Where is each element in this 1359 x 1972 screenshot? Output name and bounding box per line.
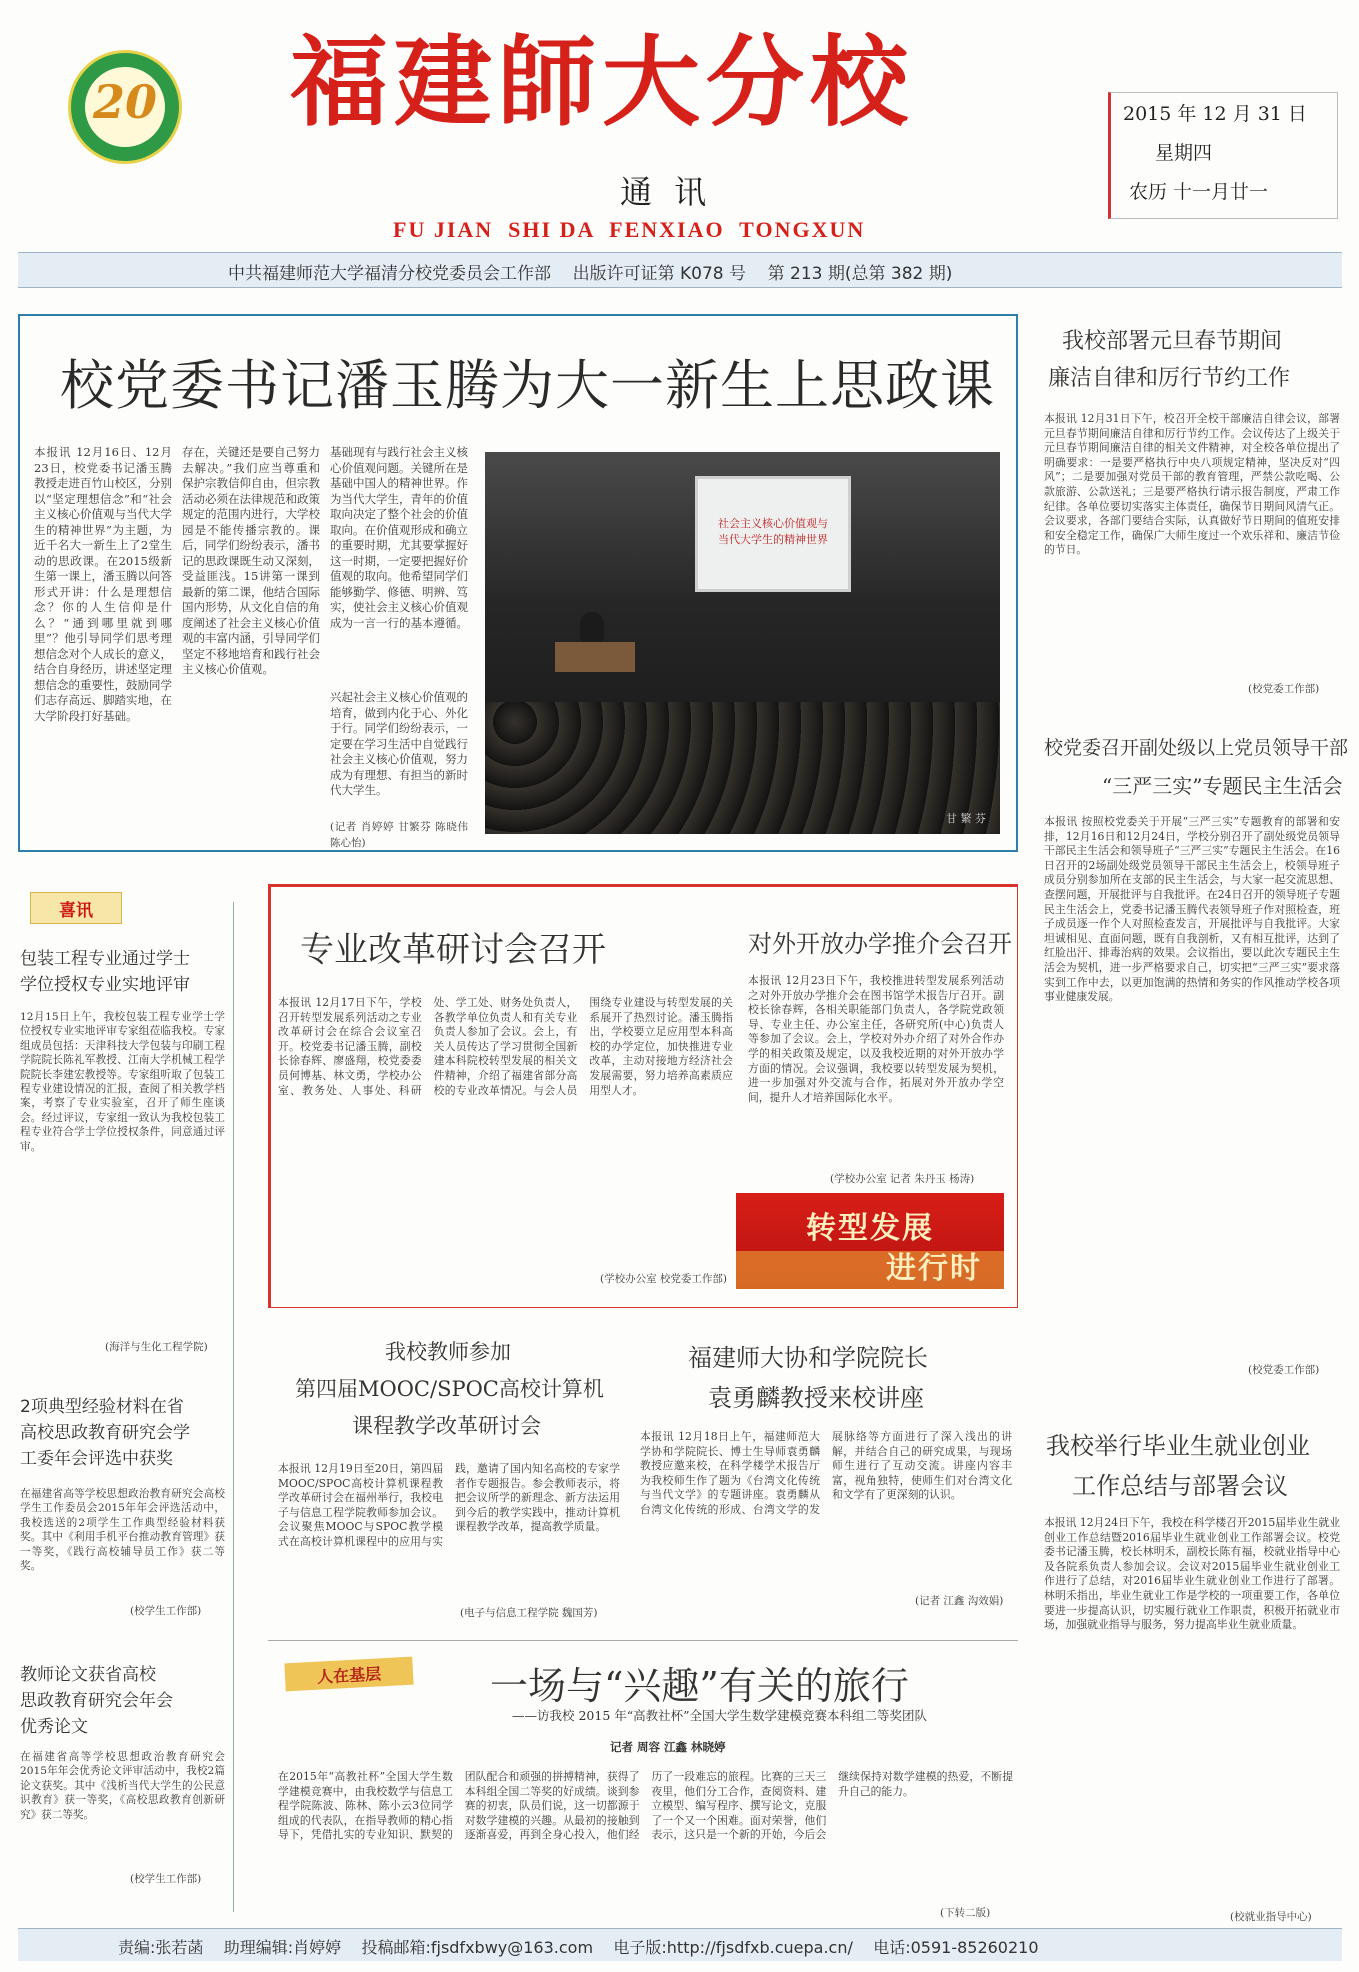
lead-headline: 校党委书记潘玉腾为大一新生上思政课 xyxy=(60,354,995,417)
xixun-label: 喜讯 xyxy=(59,901,93,921)
right-story-2-headline-1: 校党委召开副处级以上党员领导干部 xyxy=(1044,737,1349,759)
date-box xyxy=(1108,92,1338,219)
xixun-story-3-title-2: 思政教育研究会年会 xyxy=(20,1691,173,1711)
xixun-story-1-source: (海洋与生化工程学院) xyxy=(105,1341,208,1353)
transformation-banner xyxy=(736,1193,1004,1289)
lead-col-2: 存在，关键还是要自己努力去解决。”我们应当尊重和保护宗教信仰自由，但宗教活动必须在法律规范和政策规定的范围内进行，大学校园是不能传播宗教的。课后，同学们纷纷表示，潘书记的思政课既生动又深刻，受益匪浅。15讲第一课到最新的第二课，他结合国际国内形势，从文化自信的角度阐述了社会主义核心价值观的丰富内涵，引导同学们坚定不移地培育和践行社会主义核心价值观。 xyxy=(182,445,320,676)
banner-text-2: 进行时 xyxy=(886,1251,982,1286)
logo-number: 20 xyxy=(92,75,157,129)
school-anniversary-logo xyxy=(68,50,182,164)
lead-byline: (记者 肖婷婷 甘繁芬 陈晓伟 陈心怡) xyxy=(330,821,468,849)
lecture-source: (记者 江鑫 沟效娟) xyxy=(915,1595,1004,1607)
xixun-story-2-source: (校学生工作部) xyxy=(130,1605,202,1617)
right-story-1-source: (校党委工作部) xyxy=(1248,683,1320,695)
footer-text: 责编:张若菡 助理编辑:肖婷婷 投稿邮箱:fjsdfxbwy@163.com 电子版:http://fjsdfxb.cuepa.cn/ 电话:0591-85260210 xyxy=(118,1938,1039,1957)
feature-subhead: ——访我校 2015 年“高教社杯”全国大学生数学建模竞赛本科组二等奖团队 xyxy=(512,1708,928,1723)
mooc-body: 本报讯 12月19日至20日，第四届MOOC/SPOC高校计算机课程教学改革研讨会在福州举行，我校电子与信息工程学院教师参加会议。会议聚焦MOOC与SPOC教学模式在高校计算机课程中的应用与实践，邀请了国内知名高校的专家学者作专题报告。参会教师表示，将把会议所学的新理念、新方法运用到今后的教学实践中，推动计算机课程教学改革，提高教学质量。 xyxy=(278,1462,620,1548)
opening-headline: 对外开放办学推介会召开 xyxy=(748,930,1012,958)
right-story-3-headline-2: 工作总结与部署会议 xyxy=(1072,1472,1288,1500)
feature-source: (下转二版) xyxy=(940,1907,991,1919)
xixun-story-3-title-3: 优秀论文 xyxy=(20,1717,88,1737)
lead-photo xyxy=(485,452,1000,834)
xixun-story-3-source: (校学生工作部) xyxy=(130,1873,202,1885)
right-story-2-source: (校党委工作部) xyxy=(1248,1364,1320,1376)
mooc-title-1: 我校教师参加 xyxy=(385,1340,511,1364)
right-story-3-source: (校就业指导中心) xyxy=(1230,1911,1312,1923)
masthead-subtitle: 通 讯 xyxy=(620,173,713,211)
photo-credit: 甘 繁 芬 xyxy=(946,812,986,825)
masthead-title: 福建師大分校 xyxy=(290,25,915,140)
feature-byline: 记者 周容 江鑫 林晓婷 xyxy=(610,1740,726,1754)
lunar-date: 农历 十一月廿一 xyxy=(1129,181,1269,203)
lecture-body: 本报讯 12月18日上午，福建师范大学协和学院院长、博士生导师袁勇麟教授应邀来校，在科学楼学术报告厅为我校师生作了题为《台湾文化传统与当代文学》的专题讲座。袁勇麟从台湾文化传统的形成、台湾文学的发展脉络等方面进行了深入浅出的讲解，并结合自己的研究成果，与现场师生进行了互动交流。讲座内容丰富，视角独特，使师生们对台湾文化和文学有了更深刻的认识。 xyxy=(640,1430,1012,1516)
lecture-title-1: 福建师大协和学院院长 xyxy=(688,1344,928,1372)
right-story-3-headline-1: 我校举行毕业生就业创业 xyxy=(1046,1432,1310,1460)
reform-headline: 专业改革研讨会召开 xyxy=(300,930,606,970)
weekday: 星期四 xyxy=(1155,142,1213,164)
xixun-story-1-title-2: 学位授权专业实地评审 xyxy=(20,975,190,995)
xixun-story-1-body: 12月15日上午，我校包装工程专业学士学位授权专业实地评审专家组莅临我校。专家组成员包括：天津科技大学包装与印刷工程学院院长陈礼军教授、江南大学机械工程学院院长李建宏教授等。专家组听取了包装工程专业建设情况的汇报，查阅了相关教学档案，考察了专业实验室，召开了师生座谈会。经过评议，专家组一致认为我校包装工程专业符合学士学位授权条件，同意通过评审。 xyxy=(20,1011,225,1153)
xixun-story-1-title-1: 包装工程专业通过学士 xyxy=(20,949,190,969)
xixun-story-2-title-1: 2项典型经验材料在省 xyxy=(20,1397,184,1417)
mooc-title-3: 课程教学改革研讨会 xyxy=(352,1414,541,1438)
feature-headline: 一场与“兴趣”有关的旅行 xyxy=(490,1664,909,1708)
slide-text-2: 当代大学生的精神世界 xyxy=(718,533,828,546)
right-story-2-body: 本报讯 按照校党委关于开展“三严三实”专题教育的部署和安排，12月16日和12月24日，学校分别召开了副处级党员领导干部民主生活会和领导班子“三严三实”专题民主生活会。在16日召开的2场副处级党员领导干部民主生活会上，校领导班子成员分别参加所在支部的民主生活会，与大家一起交流思想、查摆问题，开展批评与自我批评。在24日召开的领导班子专题民主生活会上，党委书记潘玉腾代表领导班子作对照检查，班子成员逐一作个人对照检查发言，开展批评与自我批评。大家坦诚相见、直面问题，既有自我剖析，又有相互批评，达到了红脸出汗、排毒治病的效果。会议指出，要以此次专题民主生活会为契机，进一步严格要求自己，切实把“三严三实”要求落实到工作中去，以更加饱满的热情和务实的作风推动学校各项事业健康发展。 xyxy=(1044,815,1340,1004)
slide-text-1: 社会主义核心价值观与 xyxy=(718,517,828,530)
lead-col-3: 基础现有与践行社会主义核心价值观问题。关键所在是基础中国人的精神世界。作为当代大学生，青年的价值取向决定了整个社会的价值取向。在价值观形成和确立的重要时期，尤其要掌握好这一时期，一定要把握好价值观的取向。他希望同学们能够勤学、修德、明辨、笃实，使社会主义核心价值观成为一言一行的基本遵循。 xyxy=(330,445,468,630)
xixun-story-2-body: 在福建省高等学校思想政治教育研究会高校学生工作委员会2015年年会评选活动中，我校选送的2项学生工作典型经验材料获奖。其中《利用手机平台推动教育管理》获一等奖，《践行高校辅导员工作》获二等奖。 xyxy=(20,1488,225,1573)
xixun-label-box xyxy=(30,892,122,924)
feature-body: 在2015年“高教社杯”全国大学生数学建模竞赛中，由我校数学与信息工程学院陈波、陈林、陈小云3位同学组成的代表队，在指导教师的精心指导下，凭借扎实的专业知识、默契的团队配合和顽强的拼搏精神，获得了本科组全国二等奖的好成绩。谈到参赛的初衷，队员们说，这一切都源于对数学建模的兴趣。从最初的接触到逐渐喜爱，再到全身心投入，他们经历了一段难忘的旅程。比赛的三天三夜里，他们分工合作，查阅资料、建立模型、编写程序、撰写论文，克服了一个又一个困难。面对荣誉，他们表示，这只是一个新的开始，今后会继续保持对数学建模的热爱，不断提升自己的能力。 xyxy=(278,1770,1013,1842)
lead-col-4: 兴起社会主义核心价值观的培育，做到内化于心、外化于行。同学们纷纷表示，一定要在学习生活中自觉践行社会主义核心价值观，努力成为有理想、有担当的新时代大学生。 xyxy=(330,690,468,797)
opening-body: 本报讯 12月23日下午，我校推进转型发展系列活动之对外开放办学推介会在图书馆学术报告厅召开。副校长徐春辉，各相关职能部门负责人，各学院党政领导、专业主任、办公室主任，各研究所(中心)负责人等参加了会议。会上，学校对外办介绍了对外合作办学的相关政策及规定，以及我校近期的对外开放办学方面的情况。会议强调，我校要以转型发展为契机，进一步加强对外交流与合作，拓展对外开放办学空间，提升人才培养国际化水平。 xyxy=(748,974,1004,1104)
mooc-source: (电子与信息工程学院 魏国芳) xyxy=(460,1607,598,1619)
reform-source: (学校办公室 校党委工作部) xyxy=(600,1273,728,1285)
masthead-pinyin: FU JIAN SHI DA FENXIAO TONGXUN xyxy=(393,217,866,242)
reform-body: 本报讯 12月17日下午，学校召开转型发展系列活动之专业改革研讨会在综合会议室召开。校党委书记潘玉腾，副校长徐春辉、廖盛翔，校党委委员何博基、林文勇，学校办公室、教务处、人事处、科研处、学工处、财务处负责人，各教学单位负责人和有关专业负责人参加了会议。会上，有关人员传达了学习贯彻全国新建本科院校转型发展的相关文件精神，介绍了福建省部分高校的专业改革情况。与会人员围绕专业建设与转型发展的关系展开了热烈讨论。潘玉腾指出，学校要立足应用型本科高校的办学定位，加快推进专业改革，主动对接地方经济社会发展需要，努力培养高素质应用型人才。 xyxy=(278,996,733,1097)
info-bar xyxy=(18,252,1342,288)
right-story-1-headline-1: 我校部署元旦春节期间 xyxy=(1062,329,1283,354)
feature-tag xyxy=(284,1657,413,1692)
right-story-1-body: 本报讯 12月31日下午，校召开全校干部廉洁自律会议，部署元旦春节期间廉洁自律和厉行节约工作。会议传达了上级关于元旦春节期间廉洁自律的相关文件精神，对全校各单位提出了明确要求：一是要严格执行中央八项规定精神，坚决反对“四风”；二是要加强对党员干部的教育管理，严禁公款吃喝、公款旅游、公款送礼；三是要严格执行请示报告制度，严肃工作纪律。各单位要切实落实主体责任，确保节日期间风清气正。会议要求，各部门要结合实际，认真做好节日期间的值班安排和安全稳定工作，确保广大师生度过一个欢乐祥和、廉洁节俭的节日。 xyxy=(1044,412,1340,557)
feature-rule xyxy=(268,1640,1018,1641)
info-bar-text: 中共福建师范大学福清分校党委员会工作部 出版许可证第 K078 号 第 213 期(总第 382 期) xyxy=(228,264,953,284)
xixun-story-2-title-2: 高校思政教育研究会学 xyxy=(20,1423,190,1443)
lead-col-1: 本报讯 12月16日、12月23日，校党委书记潘玉腾教授走进百竹山校区，分别以“坚定理想信念”和“社会主义核心价值观与当代大学生的精神世界”为主题，为近千名大一新生上了2堂生动的思政课。在2015级新生第一课上，潘玉腾以问答形式开讲：什么是理想信念？你的人生信仰是什么？“通到哪里就到哪里”？他引导同学们思考理想信念对个人成长的意义，结合自身经历，讲述坚定理想信念的重要性，鼓励同学们志存高远、脚踏实地，在大学阶段打好基础。 xyxy=(34,445,172,723)
footer-bar xyxy=(18,1928,1342,1961)
right-story-1-headline-2: 廉洁自律和厉行节约工作 xyxy=(1048,366,1291,391)
xixun-story-2-title-3: 工委年会评选中获奖 xyxy=(20,1449,173,1469)
xixun-rule xyxy=(233,902,234,1912)
right-story-3-body: 本报讯 12月24日下午，我校在科学楼召开2015届毕业生就业创业工作总结暨2016届毕业生就业创业工作部署会议。校党委书记潘玉腾，校长林明禾，副校长陈有福，校就业指导中心及各院系负责人参加会议。会议对2015届毕业生就业创业工作进行了总结，对2016届毕业生就业创业工作进行了部署。林明禾指出，毕业生就业工作是学校的一项重要工作，各单位要进一步提高认识，切实履行就业工作职责，积极开拓就业市场，加强就业指导与服务，努力提高毕业生就业质量。 xyxy=(1044,1516,1340,1632)
right-story-2-headline-2: “三严三实”专题民主生活会 xyxy=(1102,774,1343,798)
lecture-title-2: 袁勇麟教授来校讲座 xyxy=(708,1384,924,1412)
projection-screen xyxy=(695,476,851,592)
xixun-story-3-title-1: 教师论文获省高校 xyxy=(20,1665,156,1685)
mooc-title-2: 第四届MOOC/SPOC高校计算机 xyxy=(295,1377,604,1401)
banner-text-1: 转型发展 xyxy=(806,1211,934,1246)
date-line: 2015 年 12 月 31 日 xyxy=(1123,103,1307,125)
feature-tag-text: 人在基层 xyxy=(316,1664,382,1687)
opening-source: (学校办公室 记者 朱丹玉 杨涛) xyxy=(830,1173,975,1185)
xixun-story-3-body: 在福建省高等学校思想政治教育研究会2015年年会优秀论文评审活动中，我校2篇论文获奖。其中《浅析当代大学生的公民意识教育》获一等奖，《高校思政教育创新研究》获二等奖。 xyxy=(20,1751,225,1821)
